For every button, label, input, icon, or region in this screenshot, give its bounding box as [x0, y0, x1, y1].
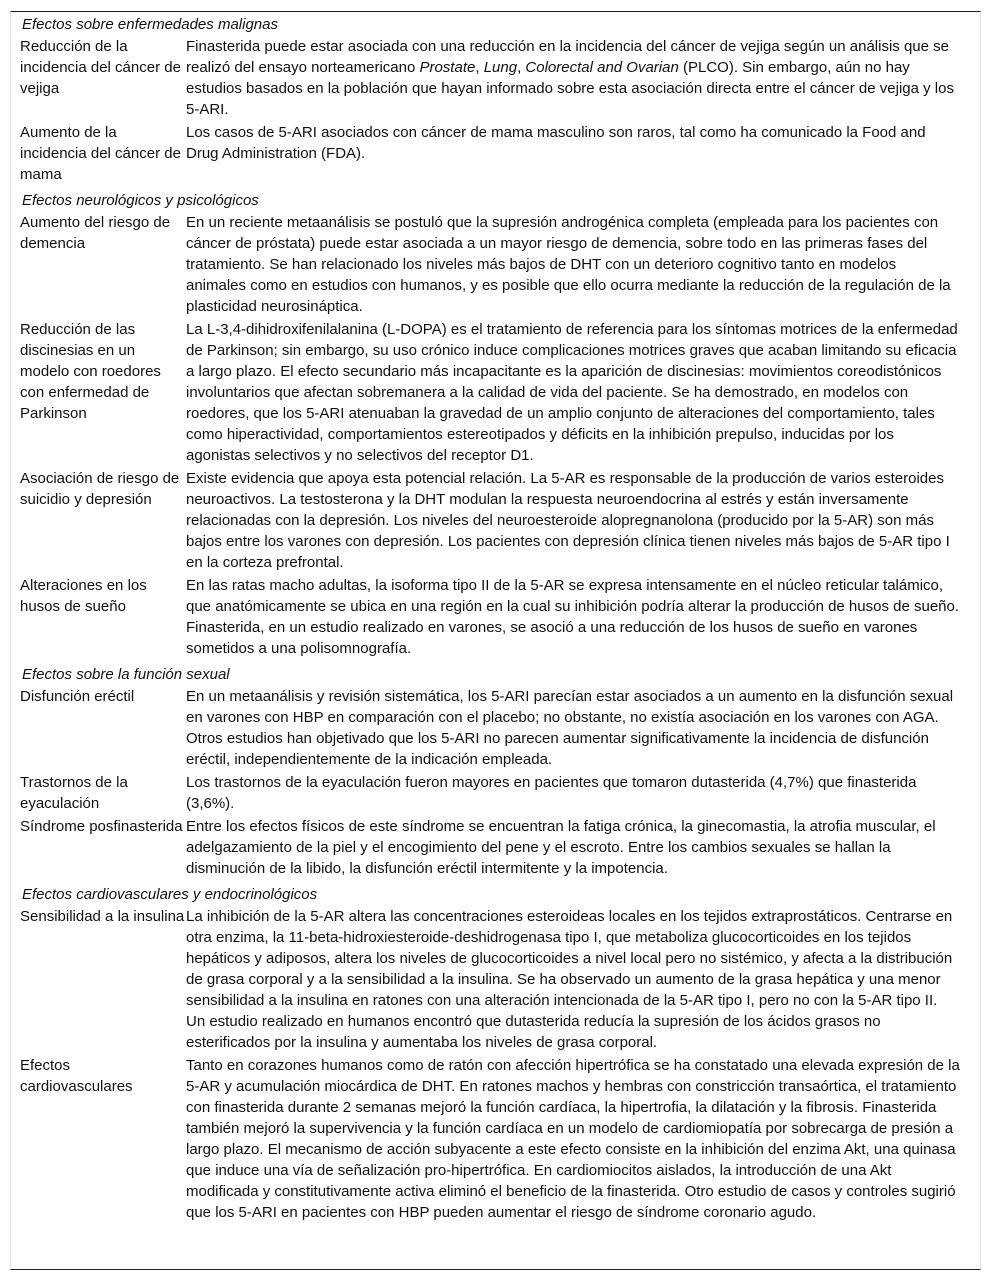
section-header [10, 661, 960, 686]
effect-label: Sensibilidad a la insulina [20, 908, 185, 925]
text-fragment: Existe evidencia que apoya esta potencial relación. La 5-AR es responsable de la producción de varios esteroides neuroactivos. La testosterona y la DHT modulan la respuesta neuroendocrina al estrés y están inversamente relacionadas con la depresión. Los niveles del neuroesteroide alopregnanolona (producido por la 5-AR) son más bajos entre los varones con depresión. Los pacientes con depresión clínica tienen niveles más bajos de 5-AR tipo I en la corteza prefrontal. [186, 470, 950, 571]
section-header [10, 187, 960, 212]
effect-label: Reducción de la incidencia del cáncer de vejiga [20, 38, 181, 97]
table-row [10, 36, 960, 122]
effect-description [186, 36, 960, 122]
section-header [10, 11, 960, 36]
effect-label: Aumento de la incidencia del cáncer de mama [20, 124, 181, 183]
text-fragment: Finasterida puede estar asociada con una reducción en la incidencia del cáncer de vejiga según un análisis que se realizó del ensayo norteamericano [186, 38, 950, 76]
adverse-effects-table [10, 11, 960, 1225]
text-fragment: La L-3,4-dihidroxifenilalanina (L-DOPA) es el tratamiento de referencia para los síntomas motrices de la enfermedad de Parkinson; sin embargo, su uso crónico induce complicaciones motrices graves que acaban limitando su eficacia a largo plazo. El efecto secundario más incapacitante es la aparición de discinesias: movimientos coreodistónicos involuntarios que afectan sobremanera a la calidad de vida del paciente. Se ha demostrado, en modelos con roedores, que los 5-ARI atenuaban la gravedad de un amplio conjunto de alteraciones del comportamiento, tales como hiperactividad, comportamientos estereotipados y déficits en la inhibición prepulso, inducidas por los agonistas selectivos y no selectivos del receptor D1. [186, 321, 958, 464]
table-row [10, 686, 960, 772]
italic-term: Colorectal and Ovarian [525, 59, 679, 76]
effect-description [186, 575, 960, 661]
text-fragment: Los trastornos de la eyaculación fueron mayores en pacientes que tomaron dutasterida (4,7%) que finasterida (3,6%). [186, 774, 917, 812]
text-fragment: (PLCO). Sin embargo, aún no hay estudios basados en la población que hayan informado sobre esta asociación directa entre el cáncer de vejiga y los 5-ARI. [186, 59, 954, 118]
effect-label: Asociación de riesgo de suicidio y depresión [20, 470, 180, 508]
effect-label: Disfunción eréctil [20, 688, 135, 705]
effect-description [186, 772, 960, 816]
text-fragment: Tanto en corazones humanos como de ratón con afección hipertrófica se ha constatado una elevada expresión de la 5-AR y acumulación miocárdica de DHT. En ratones machos y hembras con constricción transaórtica, el tratamiento con finasterida durante 2 semanas mejoró la función cardíaca, la hipertrofia, la dilatación y la fibrosis. Finasterida también mejoró la supervivencia y la función cardíaca en un modelo de cardiomiopatía por sobrecarga de presión a largo plazo. El mecanismo de acción subyacente a este efecto consiste en la inhibición del enzima Akt, una quinasa que induce una vía de señalización pro-hipertrófica. En cardiomiocitos aislados, la introducción de una Akt modificada y constitutivamente activa eliminó el beneficio de la finasterida. Otro estudio de casos y controles sugirió que los 5-ARI en pacientes con HBP pueden aumentar el riesgo de síndrome coronario agudo. [186, 1057, 960, 1221]
effect-description [186, 468, 960, 575]
effect-description [186, 816, 960, 881]
effect-description [186, 686, 960, 772]
effect-label: Alteraciones en los husos de sueño [20, 577, 147, 615]
text-fragment: En un metaanálisis y revisión sistemática, los 5-ARI parecían estar asociados a un aumento en la disfunción sexual en varones con HBP en comparación con el placebo; no obstante, no existía asociación en los varones con AGA. Otros estudios han objetivado que los 5-ARI no parecen aumentar significativamente la incidencia de disfunción eréctil, independientemente de la indicación empleada. [186, 688, 954, 768]
effect-label: Efectos cardiovasculares [20, 1057, 133, 1095]
text-fragment: La inhibición de la 5-AR altera las concentraciones esteroideas locales en los tejidos extraprostáticos. Centrarse en otra enzima, la 11-beta-hidroxiesteroide-deshidrogenasa tipo I, que metaboliza glucocorticoides en los tejidos hepáticos y adiposos, altera los niveles de glucocorticoides a nivel local pero no sistémico, y afecta a la distribución de grasa corporal y a la sensibilidad a la insulina. Se ha observado un aumento de la grasa hepática y una menor sensibilidad a la insulina en ratones con una alteración intencionada de la 5-AR tipo I, pero no con la 5-AR tipo II. Un estudio realizado en humanos encontró que dutasterida reducía la supresión de los ácidos grasos no esterificados por la insulina y aumentaba los niveles de grasa corporal. [186, 908, 953, 1051]
table-row [10, 122, 960, 187]
text-fragment: , [517, 59, 526, 76]
table-row [10, 319, 960, 468]
table-row [10, 772, 960, 816]
text-fragment: Los casos de 5-ARI asociados con cáncer de mama masculino son raros, tal como ha comunicado la Food and Drug Administration (FDA). [186, 124, 926, 162]
table-row [10, 212, 960, 319]
section-header [10, 881, 960, 906]
text-fragment: En un reciente metaanálisis se postuló que la supresión androgénica completa (empleada para los pacientes con cáncer de próstata) puede estar asociada a un mayor riesgo de demencia, sobre todo en las primeras fases del tratamiento. Se han relacionado los niveles más bajos de DHT con un deterioro cognitivo tanto en modelos animales como en estudios con humanos, y es posible que ello ocurra mediante la reducción de la regulación de la plasticidad neurosináptica. [186, 214, 951, 315]
table-row [10, 468, 960, 575]
effect-description [186, 906, 960, 1055]
effect-description [186, 122, 960, 187]
effect-description [186, 319, 960, 468]
text-fragment: Entre los efectos físicos de este síndrome se encuentran la fatiga crónica, la ginecomastia, la atrofia muscular, el adelgazamiento de la piel y el encogimiento del pene y el escroto. Entre los cambios sexuales se hallan la disminución de la libido, la disfunción eréctil intermitente y la impotencia. [186, 818, 936, 877]
table-row [10, 575, 960, 661]
italic-term: Lung [483, 59, 518, 76]
text-fragment: En las ratas macho adultas, la isoforma tipo II de la 5-AR se expresa intensamente en el núcleo reticular talámico, que anatómicamente se ubica en una región en la cual su inhibición podría alterar la producción de husos de sueño. Finasterida, en un estudio realizado en varones, se asoció a una reducción de los husos de sueño en varones sometidos a una polisomnografía. [186, 577, 960, 657]
effect-label: Síndrome posfinasterida [20, 818, 183, 835]
table-row [10, 816, 960, 881]
effect-description [186, 212, 960, 319]
italic-term: Prostate [419, 59, 476, 76]
section-title: Efectos neurológicos y psicológicos [22, 192, 259, 209]
section-title: Efectos cardiovasculares y endocrinológicos [22, 886, 318, 903]
effect-label: Reducción de las discinesias en un modelo con roedores con enfermedad de Parkinson [20, 321, 161, 422]
effect-label: Aumento del riesgo de demencia [20, 214, 171, 252]
section-title: Efectos sobre enfermedades malignas [22, 16, 278, 33]
table-row [10, 1055, 960, 1225]
table-row [10, 906, 960, 1055]
effect-description [186, 1055, 960, 1225]
text-fragment: , [475, 59, 484, 76]
effect-label: Trastornos de la eyaculación [20, 774, 128, 812]
section-title: Efectos sobre la función sexual [22, 666, 230, 683]
